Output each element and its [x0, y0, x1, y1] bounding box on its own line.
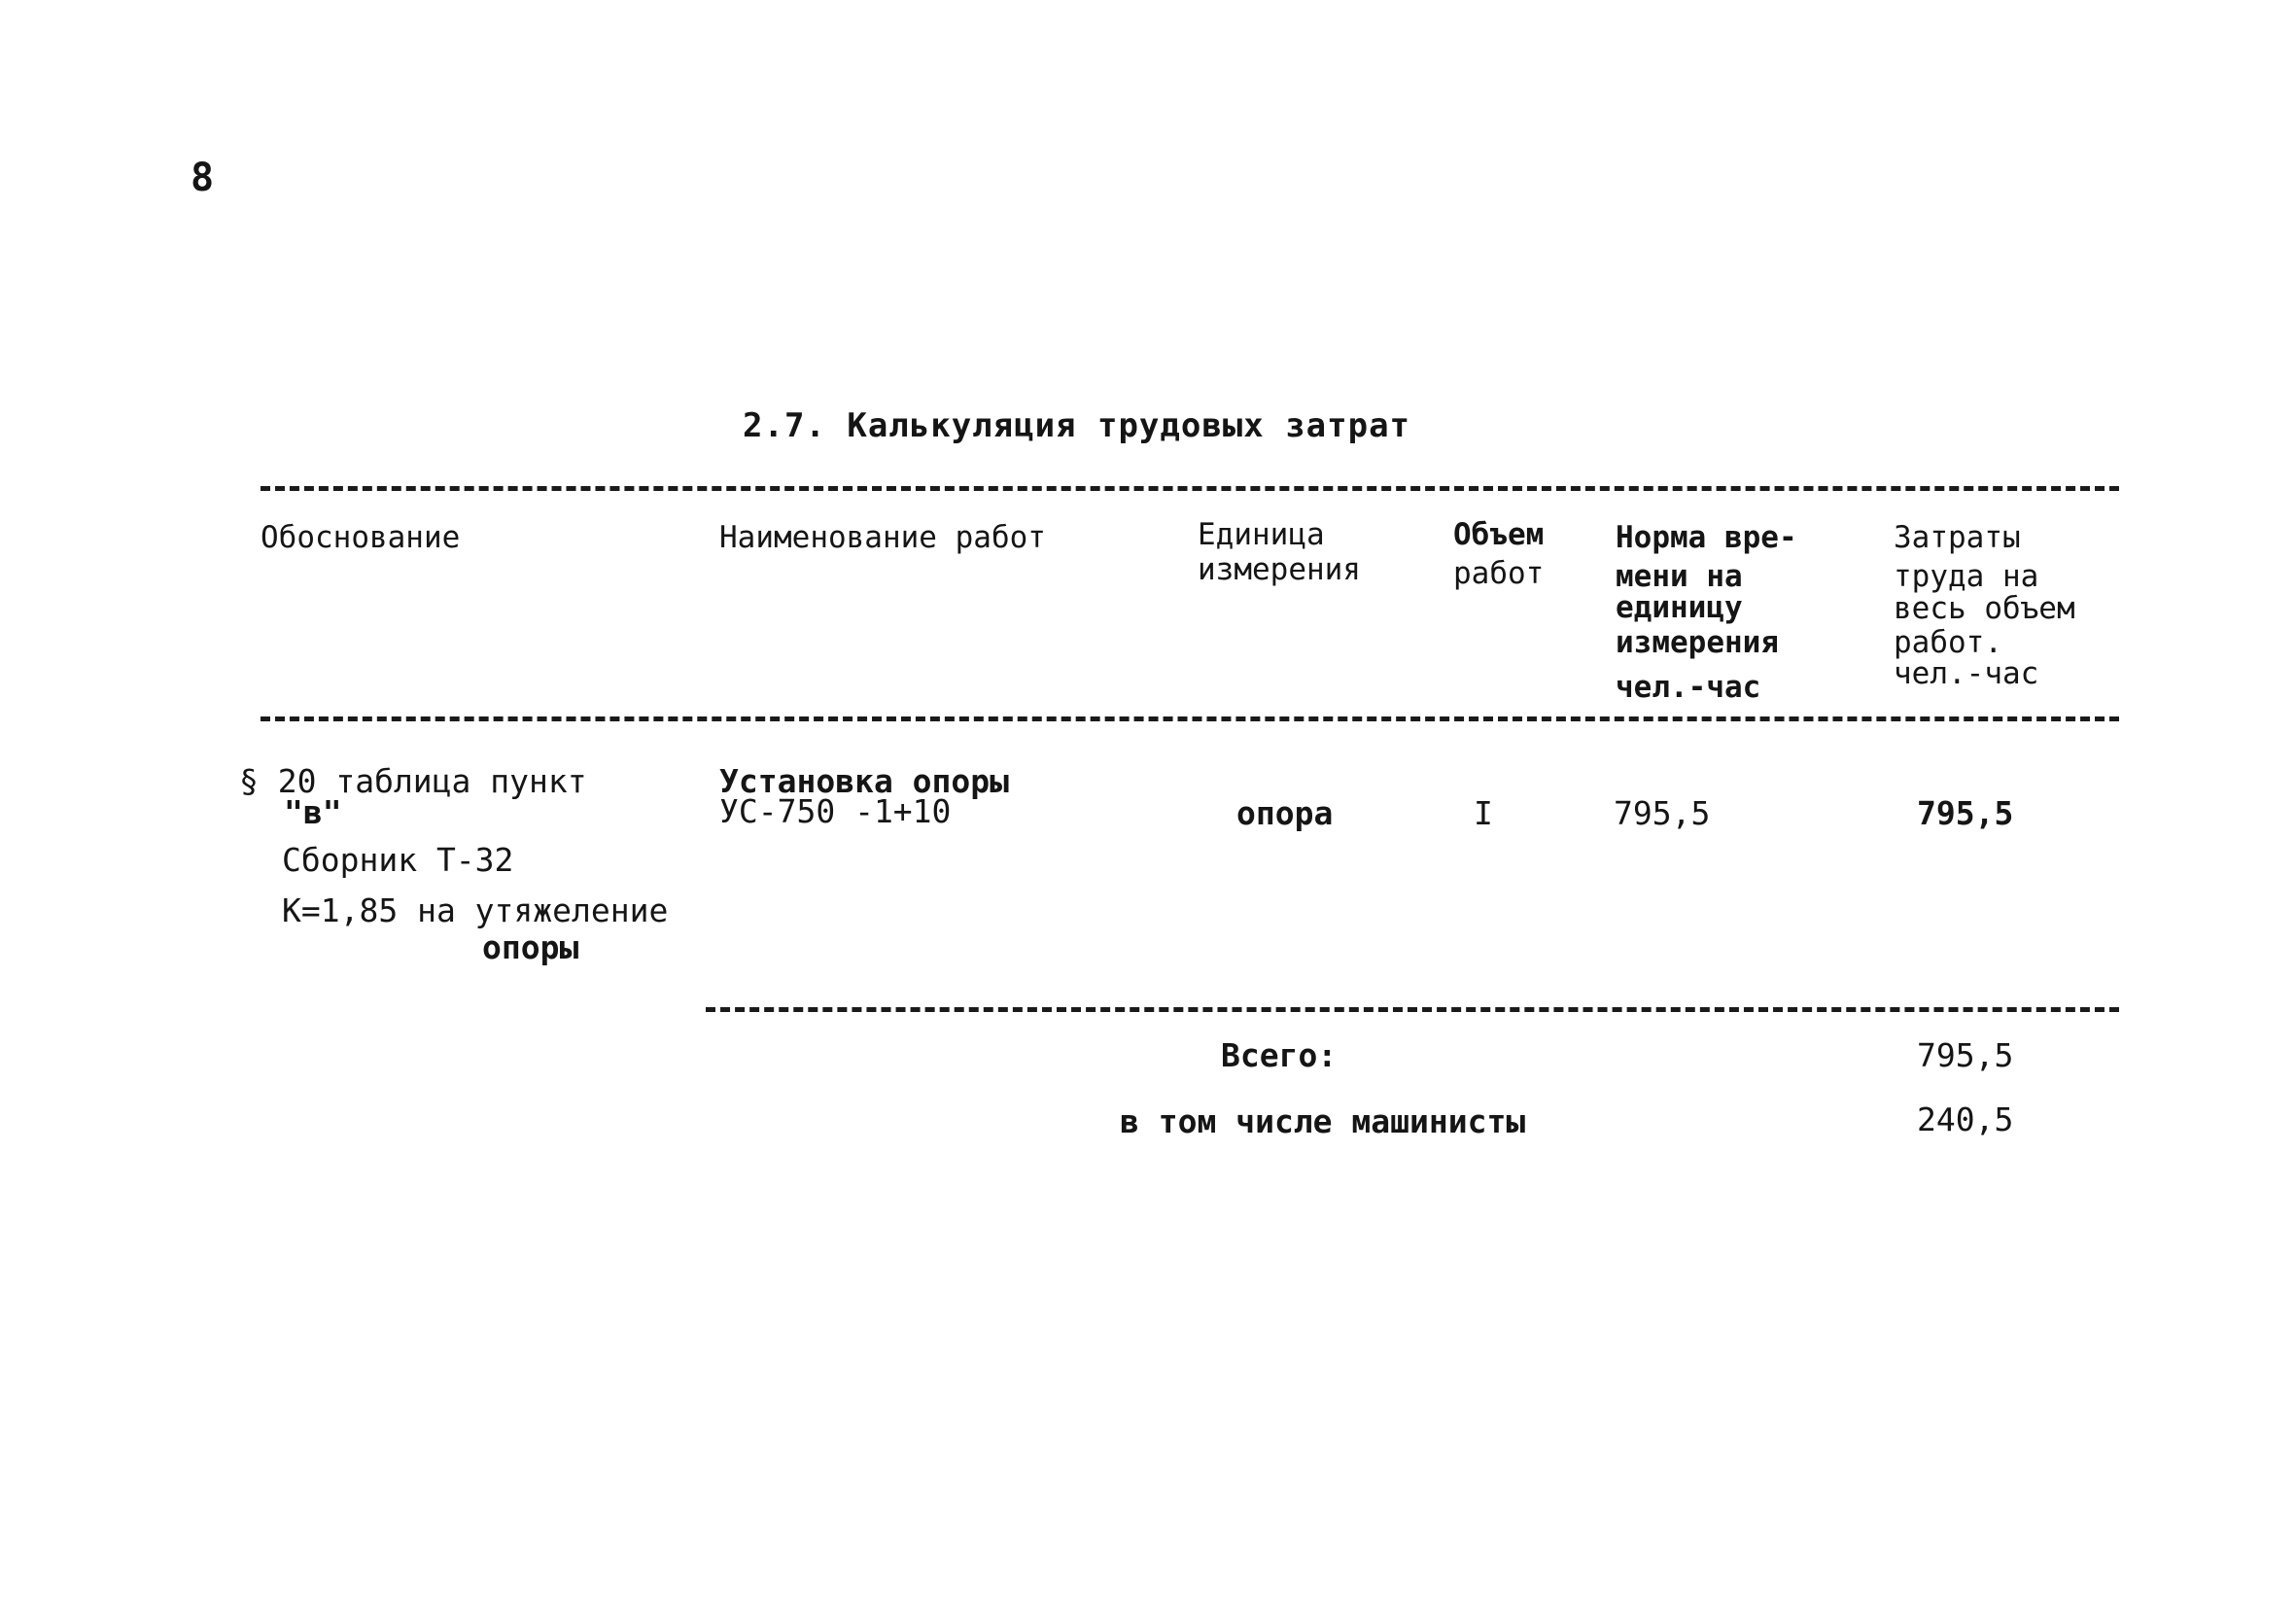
header-norm-line-4: измерения	[1616, 625, 1779, 660]
row-cost: 795,5	[1917, 794, 2014, 832]
row-basis-line-3: Сборник Т-32	[282, 841, 514, 879]
total-label: Всего:	[1221, 1036, 1338, 1074]
header-cost-line-1: Затраты	[1894, 520, 2021, 555]
totals-top-rule	[706, 1007, 2119, 1012]
header-unit-line-2: измерения	[1198, 552, 1361, 587]
header-norm-line-2: мени на	[1616, 559, 1743, 594]
row-work-line-1: Установка опоры	[719, 762, 1010, 800]
machinists-value: 240,5	[1917, 1100, 2014, 1138]
row-unit: опора	[1236, 794, 1334, 832]
total-value: 795,5	[1917, 1036, 2014, 1074]
row-volume: I	[1474, 794, 1493, 832]
row-work-line-2: УС-750 -1+10	[719, 792, 952, 830]
row-basis-line-1: § 20 таблица пункт	[239, 762, 587, 800]
row-basis-line-4: К=1,85 на утяжеление	[282, 891, 669, 929]
header-bottom-rule	[261, 716, 2119, 721]
row-norm: 795,5	[1614, 794, 1711, 832]
row-basis-line-2: "в"	[284, 793, 342, 831]
header-cost-line-3: весь объем	[1894, 591, 2075, 626]
header-norm-line-5: чел.-час	[1616, 670, 1761, 705]
page-number: 8	[191, 156, 209, 200]
header-basis: Обоснование	[261, 520, 461, 555]
header-volume-line-2: работ	[1453, 556, 1545, 591]
machinists-label: в том числе машинисты	[1120, 1102, 1526, 1140]
header-unit-line-1: Единица	[1198, 517, 1325, 552]
header-cost-line-5: чел.-час	[1894, 656, 2039, 691]
header-cost-line-4: работ.	[1894, 625, 2002, 660]
table-top-rule	[261, 486, 2119, 491]
row-basis-line-5: опоры	[482, 928, 579, 966]
header-norm-line-1: Норма вре-	[1616, 520, 1797, 555]
header-work-name: Наименование работ	[719, 520, 1046, 555]
document-title: 2.7. Калькуляция трудовых затрат	[743, 406, 1411, 445]
header-volume-line-1: Объем	[1453, 517, 1545, 552]
header-norm-line-3: единицу	[1616, 590, 1743, 625]
header-cost-line-2: труда на	[1894, 559, 2039, 594]
